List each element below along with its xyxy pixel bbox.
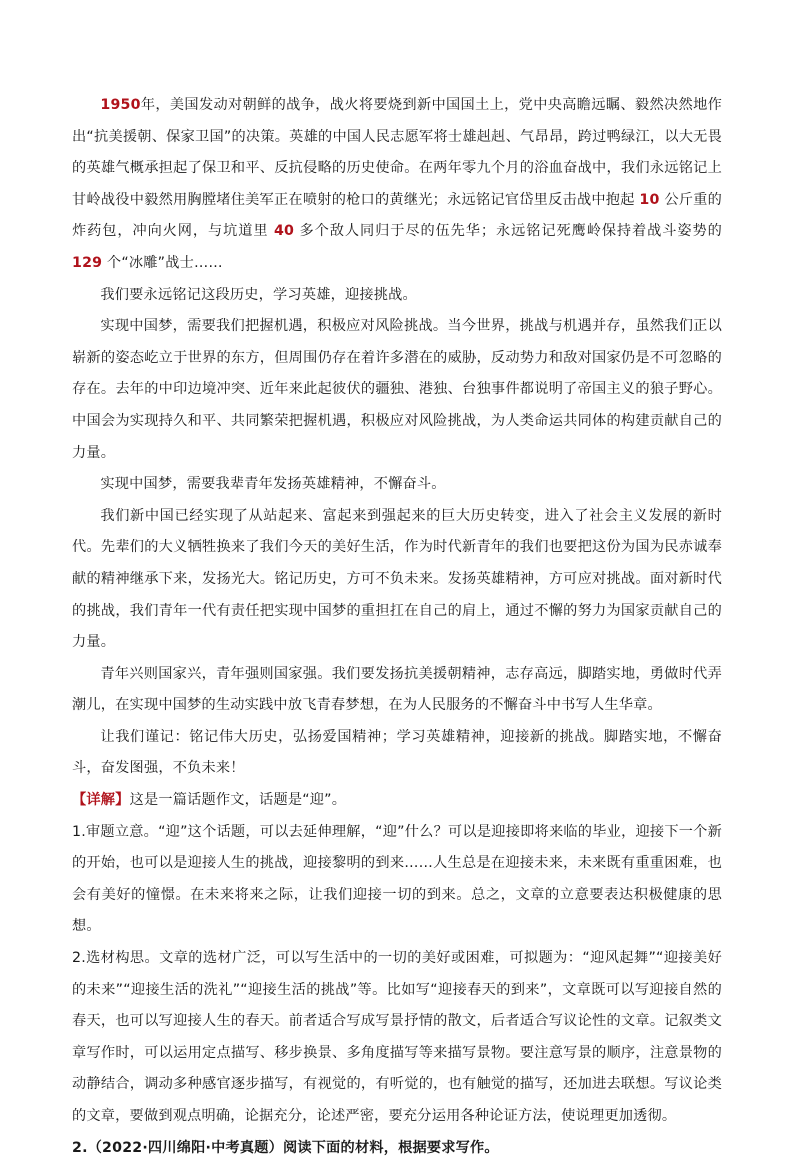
essay-paragraph-2: 我们要永远铭记这段历史，学习英雄，迎接挑战。 — [100, 286, 417, 303]
essay-text: 个“冰雕”战士…… — [102, 254, 223, 271]
number-40: 40 — [273, 223, 295, 240]
year-number: 1950 — [100, 97, 141, 113]
number-129: 129 — [72, 254, 103, 271]
essay-paragraph-7: 让我们谨记：铭记伟大历史，弘扬爱国精神；学习英雄精神，迎接新的挑战。脚踏实地，不懈奋斗，奋发图强，不负未来！ — [72, 728, 722, 777]
analysis-intro-text: 这是一篇话题作文，话题是“迎”。 — [129, 792, 347, 809]
analysis-intro — [72, 785, 722, 817]
essay-text: 年，美国发动对朝鲜的战争，战火将要烧到新中国国土上，党中央高瞻远瞩、毅然决然地作出“抗美援朝、保家卫国”的决策。英雄的中国人民志愿军将士雄赳赳、气昂昂，跨过鸭绿江，以大无畏的英雄气概承担起了保卫和平、反抗侵略的历史使命。在两年零九个月的浴血奋战中，我们永远铭记上甘岭战役中毅然用胸膛堵住美军正在喷射的枪口的黄继光；永远铭记官岱里反击战中抱起 — [72, 97, 722, 208]
essay-text: 多个敌人同归于尽的伍先华；永远铭记死鹰岭保持着战斗姿势的 — [294, 223, 723, 240]
number-10: 10 — [639, 191, 660, 208]
essay-paragraph-3: 实现中国梦，需要我们把握机遇，积极应对风险挑战。当今世界，挑战与机遇并存，虽然我们正以崭新的姿态屹立于世界的东方，但周围仍存在着许多潜在的威胁，反动势力和敌对国家仍是不可忽略的存在。去年的中印边境冲突、近年来此起彼伏的疆独、港独、台独事件都说明了帝国主义的狼子野心。中国会为实现持久和平、共同繁荣把握机遇，积极应对风险挑战，为人类命运共同体的构建贡献自己的力量。 — [72, 318, 722, 461]
essay-paragraph-6: 青年兴则国家兴，青年强则国家强。我们要发扬抗美援朝精神，志存高远，脚踏实地，勇做时代弄潮儿，在实现中国梦的生动实践中放飞青春梦想，在为人民服务的不懈奋斗中书写人生华章。 — [72, 665, 722, 714]
essay-paragraph-4: 实现中国梦，需要我辈青年发扬英雄精神，不懈奋斗。 — [100, 476, 446, 493]
analysis-point-2: 2.选材构思。文章的选材广泛，可以写生活中的一切的美好或困难，可拟题为：“迎风起舞”“迎接美好的未来”“迎接生活的洗礼”“迎接生活的挑战”等。比如写“迎接春天的到来”，文章既可以写迎接自然的春天，也可以写迎接人生的春天。前者适合写成写景抒情的散文，后者适合写议论性的文章。记叙类文章写作时，可以运用定点描写、移步换景、多角度描写等来描写景物。要注意写景的顺序，注意景物的动静结合，调动多种感官逐步描写，有视觉的，有听觉的，也有触觉的描写，还加进去联想。写议论类的文章，要做到观点明确，论据充分，论述严密，要充分运用各种论证方法，使说理更加透彻。 — [72, 950, 722, 1124]
essay-text: 公斤重的炸药包，冲向火网，与坑道里 — [72, 191, 722, 240]
analysis-label: 【详解】 — [72, 792, 130, 809]
document-content — [72, 90, 722, 1164]
analysis-point-1: 1.审题立意。“迎”这个话题，可以去延伸理解，“迎”什么？可以是迎接即将来临的毕业，迎接下一个新的开始，也可以是迎接人生的挑战，迎接黎明的到来……人生总是在迎接未来，未来既有重重困难，也会有美好的憧憬。在未来将来之际，让我们迎接一切的到来。总之，文章的立意要表达积极健康的思想。 — [72, 823, 722, 935]
essay-paragraph-1 — [72, 90, 722, 280]
essay-paragraph-5: 我们新中国已经实现了从站起来、富起来到强起来的巨大历史转变，进入了社会主义发展的新时代。先辈们的大义牺牲换来了我们今天的美好生活，作为时代新青年的我们也要把这份为国为民赤诚奉献的精神继承下来，发扬光大。铭记历史，方可不负未来。发扬英雄精神，方可应对挑战。面对新时代的挑战，我们青年一代有责任把实现中国梦的重担扛在自己的肩上，通过不懈的努力为国家贡献自己的力量。 — [72, 507, 722, 651]
next-question-heading: 2.（2022·四川绵阳·中考真题）阅读下面的材料，根据要求写作。 — [72, 1139, 499, 1156]
